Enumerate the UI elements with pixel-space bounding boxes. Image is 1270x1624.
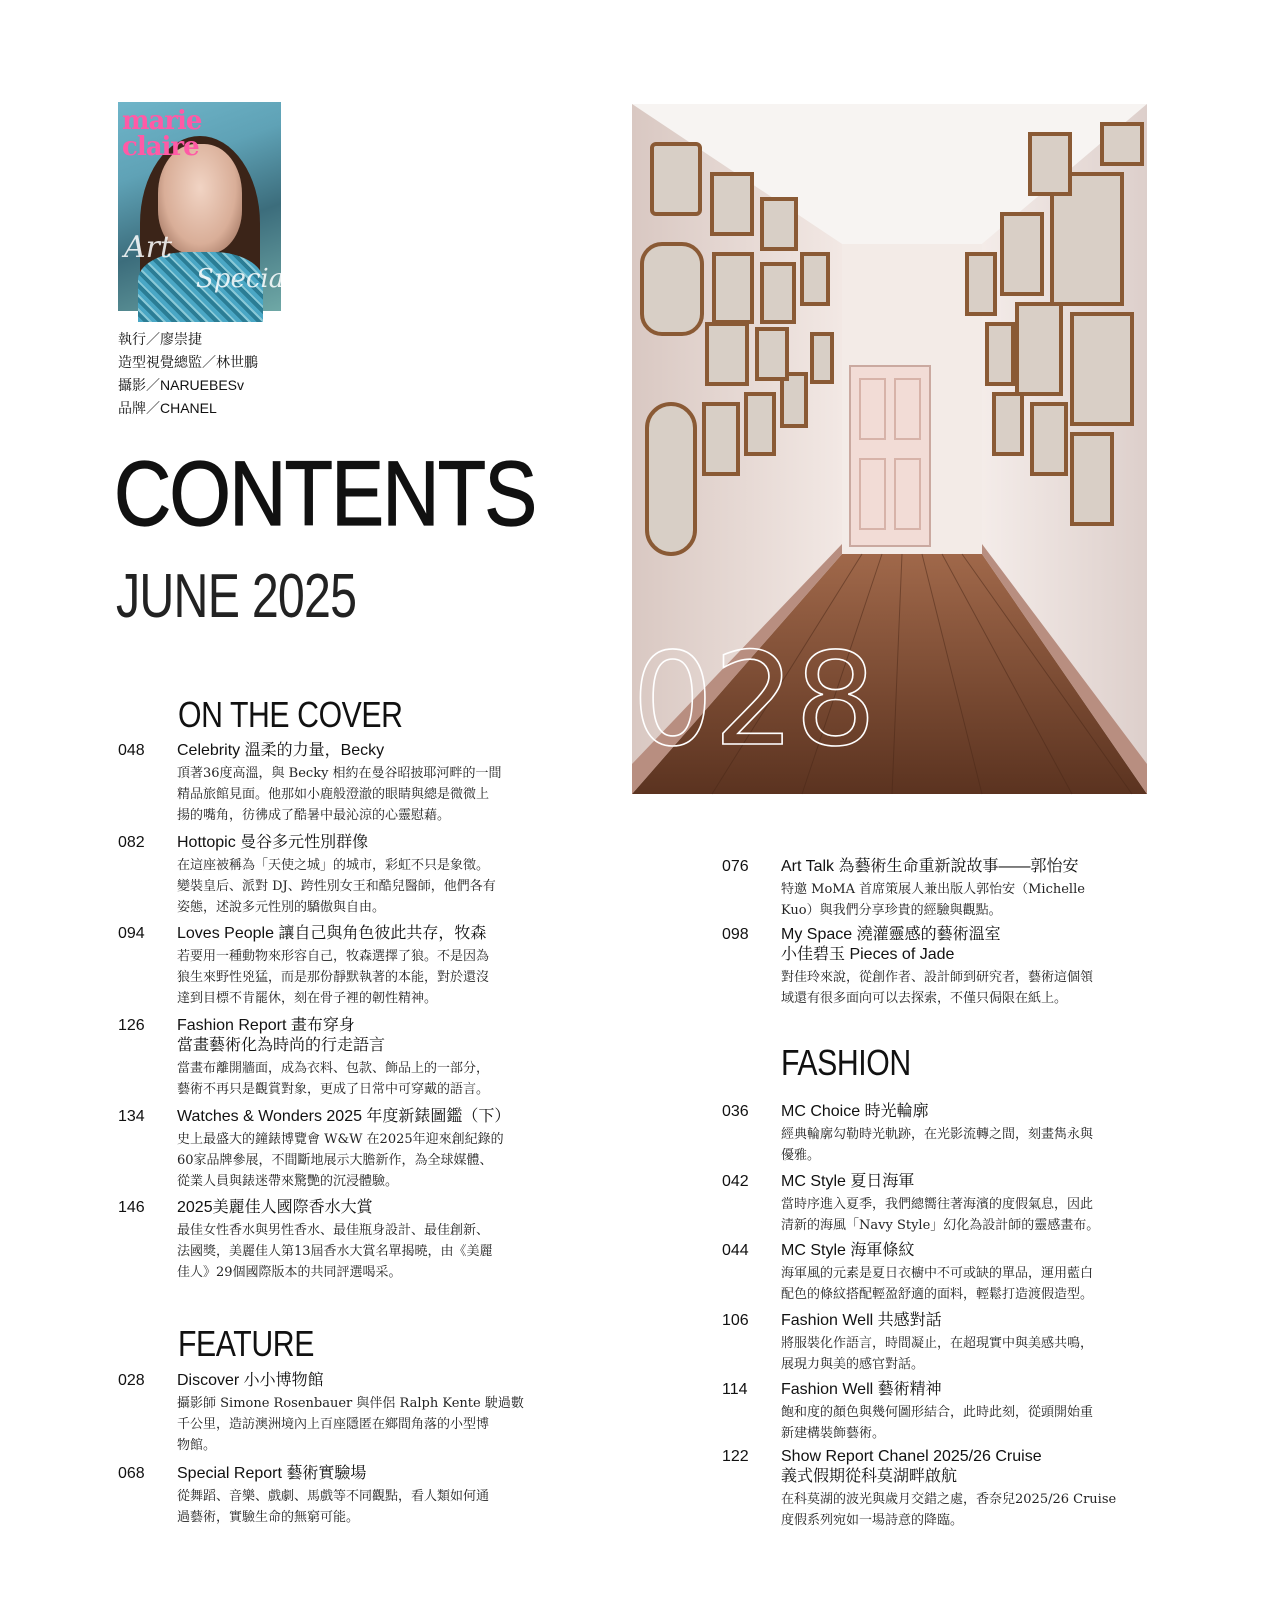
entry-description-line: 經典輪廓勾勒時光軌跡，在光影流轉之間，刻畫雋永與 xyxy=(781,1127,1094,1142)
entry-description-line: 清新的海風「Navy Style」幻化為設計師的靈感畫布。 xyxy=(781,1218,1100,1233)
cover-script-art: Art xyxy=(124,230,173,265)
entry-page-number: 126 xyxy=(118,1017,145,1034)
entry-title: MC Choice 時光輪廓 xyxy=(781,1103,929,1120)
entry-description-line: 在這座被稱為「天使之城」的城市，彩虹不只是象徵。 xyxy=(177,858,490,873)
entry-title: 當畫藝術化為時尚的行走語言 xyxy=(177,1037,386,1054)
entry-title: Special Report 藝術實驗場 xyxy=(177,1465,367,1482)
entry-description-line: 史上最盛大的鐘錶博覽會 W&W 在2025年迎來創紀錄的 xyxy=(177,1132,504,1147)
entry-page-number: 048 xyxy=(118,742,145,759)
entry-description-line: 域還有很多面向可以去探索，不僅只侷限在紙上。 xyxy=(781,991,1068,1006)
entry-description-line: 變裝皇后、派對 DJ、跨性別女王和酷兒醫師，他們各有 xyxy=(177,879,496,894)
cover-masthead: marie claire xyxy=(122,106,202,162)
entry-page-number: 082 xyxy=(118,834,145,851)
entry-page-number: 076 xyxy=(722,858,749,875)
entry-description-line: 在科莫湖的波光與歲月交錯之處，香奈兒2025/26 Cruise xyxy=(781,1492,1117,1507)
photo-page-number: 028 xyxy=(632,626,877,775)
credit-photographer: 攝影／NARUEBESv xyxy=(118,377,245,393)
entry-description-line: 物館。 xyxy=(177,1438,217,1453)
entry-title: Show Report Chanel 2025/26 Cruise xyxy=(781,1448,1042,1465)
entry-title: Discover 小小博物館 xyxy=(177,1372,324,1389)
entry-page-number: 042 xyxy=(722,1173,749,1190)
entry-description-line: 配色的條紋搭配輕盈舒適的面料，輕鬆打造渡假造型。 xyxy=(781,1287,1094,1302)
entry-title: Fashion Well 共感對話 xyxy=(781,1312,942,1329)
entry-description-line: 過藝術，實驗生命的無窮可能。 xyxy=(177,1510,360,1525)
cover-thumbnail xyxy=(118,102,293,311)
entry-page-number: 106 xyxy=(722,1312,749,1329)
entry-title: 義式假期從科莫湖畔啟航 xyxy=(781,1468,958,1485)
entry-description-line: 藝術不再只是觀賞對象，更成了日常中可穿戴的語言。 xyxy=(177,1082,490,1097)
entry-title: Art Talk 為藝術生命重新說故事——郭怡安 xyxy=(781,858,1079,875)
entry-description-line: 法國獎，美麗佳人第13屆香水大賞名單揭曉，由《美麗 xyxy=(177,1244,493,1259)
section-heading-on-the-cover: ON THE COVER xyxy=(178,694,403,735)
issue-date: JUNE 2025 xyxy=(116,562,357,631)
entry-description-line: 當時序進入夏季，我們總嚮往著海濱的度假氣息，因此 xyxy=(781,1197,1094,1212)
entry-page-number: 122 xyxy=(722,1448,749,1465)
entry-title: My Space 澆灌靈感的藝術溫室 xyxy=(781,926,1001,943)
entry-description-line: 對佳玲來說，從創作者、設計師到研究者，藝術這個領 xyxy=(781,970,1094,985)
entry-page-number: 114 xyxy=(722,1381,748,1398)
section-heading-fashion: FASHION xyxy=(781,1042,911,1083)
entry-description-line: 60家品牌參展，不間斷地展示大膽新作，為全球媒體、 xyxy=(177,1153,493,1168)
entry-description-line: 最佳女性香水與男性香水、最佳瓶身設計、最佳創新、 xyxy=(177,1223,490,1238)
page-title: CONTENTS xyxy=(114,443,536,545)
entry-description-line: 新建構裝飾藝術。 xyxy=(781,1426,886,1441)
entry-description-line: 揚的嘴角，彷彿成了酷暑中最沁涼的心靈慰藉。 xyxy=(177,808,451,823)
entry-description-line: 優雅。 xyxy=(781,1148,821,1163)
credit-styling-director: 造型視覺總監／林世鵬 xyxy=(118,354,258,370)
entry-page-number: 036 xyxy=(722,1103,749,1120)
entry-description-line: 精品旅館見面。他那如小鹿般澄澈的眼睛與總是微微上 xyxy=(177,787,490,802)
entry-title: Fashion Well 藝術精神 xyxy=(781,1381,942,1398)
entry-description-line: 特邀 MoMA 首席策展人兼出版人郭怡安（Michelle xyxy=(781,882,1085,897)
entry-description-line: 海軍風的元素是夏日衣櫥中不可或缺的單品，運用藍白 xyxy=(781,1266,1094,1281)
entry-description-line: 攝影師 Simone Rosenbauer 與伴侶 Ralph Kente 駛過數 xyxy=(177,1396,524,1411)
entry-title: 2025美麗佳人國際香水大賞 xyxy=(177,1199,373,1216)
entry-description-line: 狼生來野性兇猛，而是那份靜默執著的本能，對於還沒 xyxy=(177,970,490,985)
entry-page-number: 044 xyxy=(722,1242,749,1259)
hallway-photo xyxy=(632,104,1147,794)
entry-page-number: 028 xyxy=(118,1372,145,1389)
entry-title: 小佳碧玉 Pieces of Jade xyxy=(781,946,955,963)
section-heading-feature: FEATURE xyxy=(178,1323,314,1364)
entry-title: Watches & Wonders 2025 年度新錶圖鑑（下） xyxy=(177,1108,511,1125)
entry-title: Fashion Report 畫布穿身 xyxy=(177,1017,355,1034)
entry-description-line: 飽和度的顏色與幾何圖形結合，此時此刻，從頭開始重 xyxy=(781,1405,1094,1420)
entry-title: MC Style 海軍條紋 xyxy=(781,1242,915,1259)
credit-executive: 執行／廖崇捷 xyxy=(118,331,202,347)
entry-page-number: 094 xyxy=(118,925,145,942)
entry-title: Hottopic 曼谷多元性別群像 xyxy=(177,834,369,851)
entry-description-line: 達到目標不肯罷休，刻在骨子裡的韌性精神。 xyxy=(177,991,438,1006)
entry-description-line: 度假系列宛如一場詩意的降臨。 xyxy=(781,1513,964,1528)
entry-page-number: 068 xyxy=(118,1465,145,1482)
entry-description-line: 頂著36度高溫，與 Becky 相約在曼谷昭披耶河畔的一間 xyxy=(177,766,502,781)
entry-page-number: 134 xyxy=(118,1108,145,1125)
cover-script-special: Special xyxy=(196,264,293,294)
entry-page-number: 146 xyxy=(118,1199,145,1216)
hallway-photo-illustration xyxy=(632,104,1147,794)
entry-page-number: 098 xyxy=(722,926,749,943)
entry-description-line: 姿態，述說多元性別的驕傲與自由。 xyxy=(177,900,386,915)
entry-description-line: 佳人》29個國際版本的共同評選喝采。 xyxy=(177,1265,402,1280)
entry-description-line: 從業人員與錶迷帶來驚艷的沉浸體驗。 xyxy=(177,1174,399,1189)
entry-description-line: 從舞蹈、音樂、戲劇、馬戲等不同觀點，看人類如何通 xyxy=(177,1489,490,1504)
credits xyxy=(118,328,258,420)
entry-description-line: 當畫布離開牆面，成為衣料、包款、飾品上的一部分， xyxy=(177,1061,490,1076)
entry-description-line: 若要用一種動物來形容自己，牧森選擇了狼。不是因為 xyxy=(177,949,490,964)
entry-description-line: 將服裝化作語言，時間凝止，在超現實中與美感共鳴， xyxy=(781,1336,1094,1351)
entry-title: Loves People 讓自己與角色彼此共存，牧森 xyxy=(177,925,487,942)
entry-title: MC Style 夏日海軍 xyxy=(781,1173,915,1190)
entry-description-line: 展現力與美的感官對話。 xyxy=(781,1357,925,1372)
credit-brand: 品牌／CHANEL xyxy=(118,400,217,416)
entry-description-line: Kuo）與我們分享珍貴的經驗與觀點。 xyxy=(781,903,1002,918)
entry-description-line: 千公里，造訪澳洲境內上百座隱匿在鄉間角落的小型博 xyxy=(177,1417,490,1432)
entry-title: Celebrity 溫柔的力量，Becky xyxy=(177,742,385,759)
